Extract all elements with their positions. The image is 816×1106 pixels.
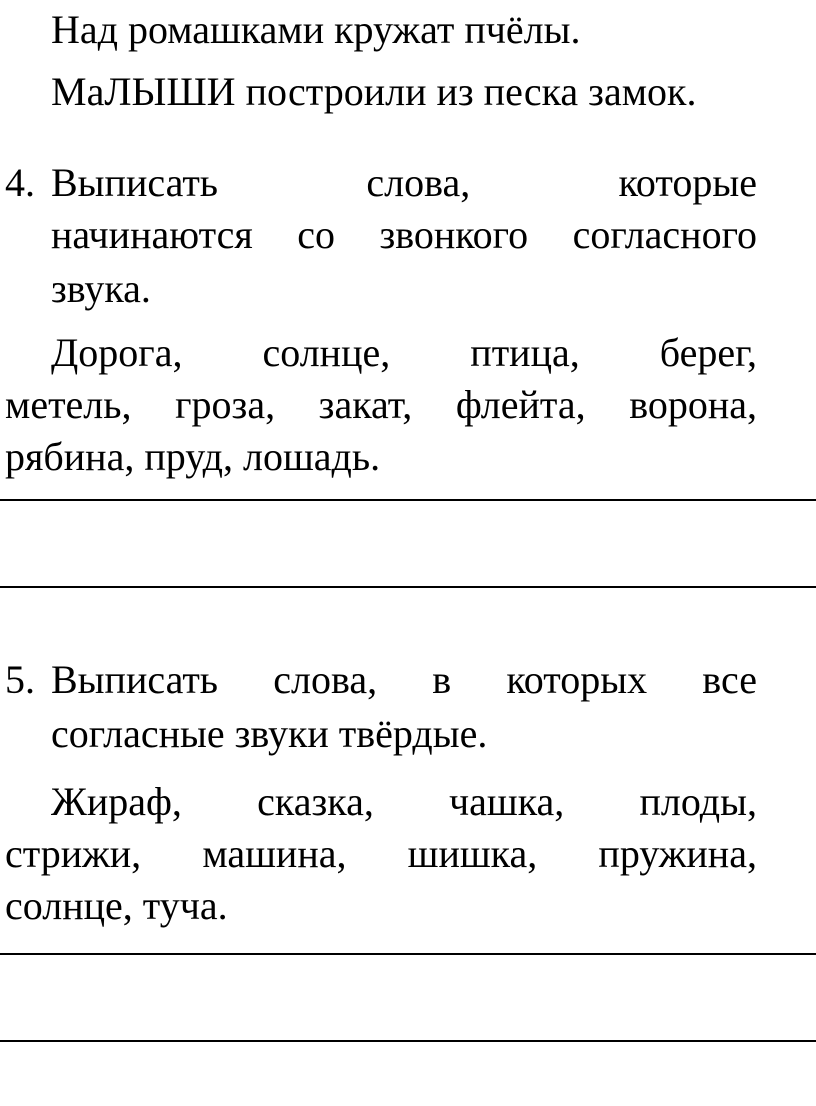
sentence-castle: МаЛЫШИ построили из песка замок. <box>51 69 697 114</box>
word: солнце, <box>262 330 391 375</box>
task-5-instruction-line-1 <box>51 657 757 702</box>
word: закат, <box>318 382 413 427</box>
word: стрижи, <box>5 831 142 876</box>
word: сказка, <box>257 779 374 824</box>
task-5-words-line-3: солнце, туча. <box>5 883 228 928</box>
word: которых <box>506 657 648 702</box>
word: плоды, <box>639 779 757 824</box>
word: пружина, <box>598 831 757 876</box>
word: гроза, <box>175 382 276 427</box>
task-4-words-line-3: рябина, пруд, лошадь. <box>5 434 381 479</box>
word: которые <box>618 160 757 205</box>
task-5-words-line-2 <box>5 831 757 876</box>
word: Жираф, <box>51 779 182 824</box>
word: берег, <box>659 330 757 375</box>
answer-line[interactable] <box>0 499 816 501</box>
word: все <box>702 657 757 702</box>
answer-line[interactable] <box>0 953 816 955</box>
word: метель, <box>5 382 132 427</box>
task-4-words-line-2 <box>5 382 757 427</box>
word: Выписать <box>51 160 219 205</box>
word: звонкого <box>379 212 529 257</box>
task-5-number: 5. <box>5 657 35 702</box>
word: чашка, <box>449 779 565 824</box>
word: птица, <box>470 330 580 375</box>
word: слова, <box>273 657 378 702</box>
word: машина, <box>202 831 347 876</box>
task-4-number: 4. <box>5 160 35 205</box>
word: согласного <box>572 212 757 257</box>
word: начинаются <box>51 212 253 257</box>
answer-line[interactable] <box>0 1040 816 1042</box>
word: шишка, <box>407 831 538 876</box>
word: Выписать <box>51 657 219 702</box>
task-4-instruction-line-1 <box>51 160 757 205</box>
task-4-instruction-line-3: звука. <box>51 266 151 311</box>
word: в <box>432 657 452 702</box>
task-4-words-line-1 <box>51 330 757 375</box>
sentence-bees: Над ромашками кружат пчёлы. <box>51 7 581 52</box>
word: со <box>297 212 335 257</box>
word: слова, <box>366 160 471 205</box>
answer-line[interactable] <box>0 586 816 588</box>
word: Дорога, <box>51 330 183 375</box>
word: флейта, <box>455 382 586 427</box>
task-5-instruction-line-2: согласные звуки твёрдые. <box>51 711 488 756</box>
word: ворона, <box>629 382 757 427</box>
task-5-words-line-1 <box>51 779 757 824</box>
task-4-instruction-line-2 <box>51 212 757 257</box>
